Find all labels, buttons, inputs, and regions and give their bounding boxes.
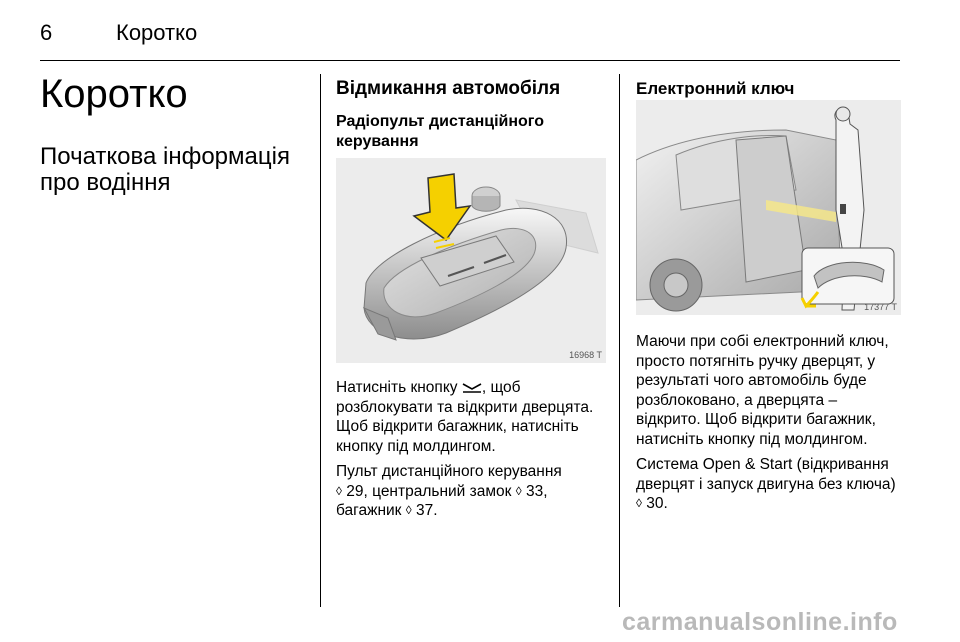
electronic-key-icon (840, 204, 846, 214)
page-reference[interactable]: 30 (646, 495, 664, 512)
paragraph-press-button (336, 378, 606, 456)
figure-remote-key (336, 158, 606, 363)
running-header: Коротко (116, 20, 198, 45)
subheading-remote-control: Радіопульт дистанційного керування (336, 113, 545, 150)
section-heading-electronic-key: Електронний ключ (636, 79, 795, 98)
text-fragment: . (663, 495, 668, 512)
text-fragment: Натисніть кнопку (336, 379, 462, 396)
text-fragment: , щоб розблокувати та відкрити дверцята. Щоб відкрити багажник, натисніть кнопку під молдингом. (336, 379, 594, 455)
text-fragment: Система Open & Start (відкривання дверцят і запуск двигуна без ключа) (636, 456, 896, 493)
page-reference[interactable]: 37 (416, 502, 434, 519)
chapter-title: Коротко (40, 72, 188, 116)
paragraph-open-start (636, 455, 904, 514)
text-fragment: Пульт дистанційного керування (336, 463, 562, 480)
text-fragment: , багажник (336, 482, 548, 519)
paragraph-cross-references (336, 462, 606, 521)
cross-reference-icon: ◊ (515, 483, 522, 498)
remote-key-illustration (336, 158, 606, 363)
text-fragment: . (433, 502, 438, 519)
page-reference[interactable]: 29 (346, 482, 364, 500)
figure-number: 17377 T (864, 302, 897, 312)
page-reference[interactable]: 33 (525, 482, 544, 500)
column-divider-right (619, 74, 620, 607)
text-fragment: , центральний замок (363, 482, 516, 500)
watermark: carmanualsonline.info (622, 608, 898, 636)
cross-reference-icon: ◊ (636, 496, 642, 510)
unlock-button-icon (462, 382, 482, 393)
page-number: 6 (40, 20, 53, 45)
figure-electronic-key (636, 100, 901, 315)
header-rule (40, 60, 900, 61)
paragraph-pull-handle: Маючи при собі електронний ключ, просто потягніть ручку дверцят, у результаті чого автомобіль буде розблоковано, а дверцята – відкрито. Щоб відкрити багажник, натисніть кнопку під молдингом. (636, 333, 889, 448)
body-text-remote (336, 378, 606, 527)
section-heading-unlocking: Відмикання автомобіля (336, 78, 561, 99)
body-text-electronic-key (636, 332, 904, 520)
car-door-illustration (636, 100, 901, 315)
column-divider-left (320, 74, 321, 607)
figure-number: 16968 T (569, 350, 602, 360)
cross-reference-icon: ◊ (405, 503, 412, 517)
chapter-subtitle: Початкова інформація про водіння (40, 143, 290, 196)
cross-reference-icon: ◊ (336, 483, 342, 498)
